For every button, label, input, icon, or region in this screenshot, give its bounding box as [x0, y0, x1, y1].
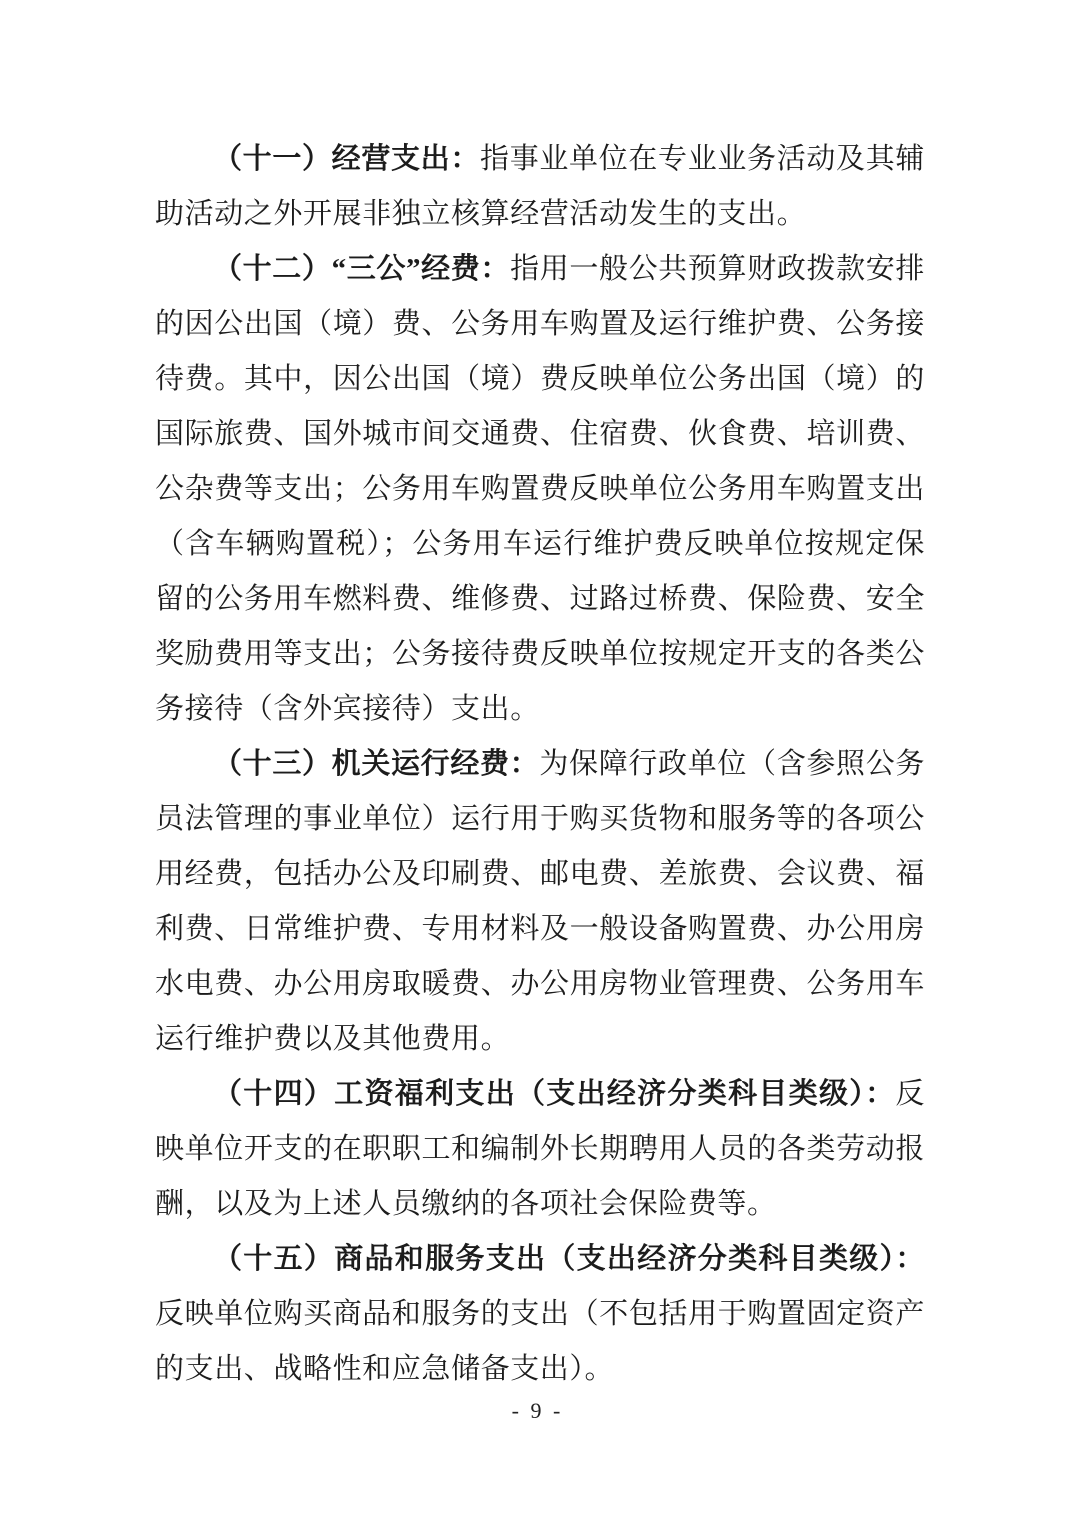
paragraph: [155, 242, 925, 737]
paragraph: [155, 1067, 925, 1232]
paragraph-body: 反映单位开支的在职职工和编制外长期聘用人员的各类劳动报酬，以及为上述人员缴纳的各项社会保险费等。: [155, 1078, 925, 1220]
paragraph-lead: （十三）机关运行经费：: [213, 748, 540, 780]
paragraph: [155, 737, 925, 1067]
paragraph: [155, 1232, 925, 1397]
document-body: [155, 132, 925, 1397]
page-number: - 9 -: [511, 1398, 564, 1423]
paragraph-lead: （十一）经营支出：: [213, 143, 481, 175]
paragraph-lead: （十二）“三公”经费：: [213, 253, 511, 285]
paragraph-lead: （十五）商品和服务支出（支出经济分类科目类级）：: [213, 1243, 925, 1275]
paragraph-body: 指事业单位在专业业务活动及其辅助活动之外开展非独立核算经营活动发生的支出。: [155, 143, 925, 230]
paragraph: [155, 132, 925, 242]
paragraph-body: 为保障行政单位（含参照公务员法管理的事业单位）运行用于购买货物和服务等的各项公用经费，包括办公及印刷费、邮电费、差旅费、会议费、福利费、日常维护费、专用材料及一般设备购置费、办公用房水电费、办公用房取暖费、办公用房物业管理费、公务用车运行维护费以及其他费用。: [155, 748, 925, 1055]
paragraph-lead: （十四）工资福利支出（支出经济分类科目类级）：: [213, 1078, 896, 1110]
paragraph-body: 指用一般公共预算财政拨款安排的因公出国（境）费、公务用车购置及运行维护费、公务接待费。其中，因公出国（境）费反映单位公务出国（境）的国际旅费、国外城市间交通费、住宿费、伙食费、培训费、公杂费等支出；公务用车购置费反映单位公务用车购置支出（含车辆购置税）；公务用车运行维护费反映单位按规定保留的公务用车燃料费、维修费、过路过桥费、保险费、安全奖励费用等支出；公务接待费反映单位按规定开支的各类公务接待（含外宾接待）支出。: [155, 253, 925, 725]
paragraph-body: 反映单位购买商品和服务的支出（不包括用于购置固定资产的支出、战略性和应急储备支出）。: [155, 1298, 925, 1385]
